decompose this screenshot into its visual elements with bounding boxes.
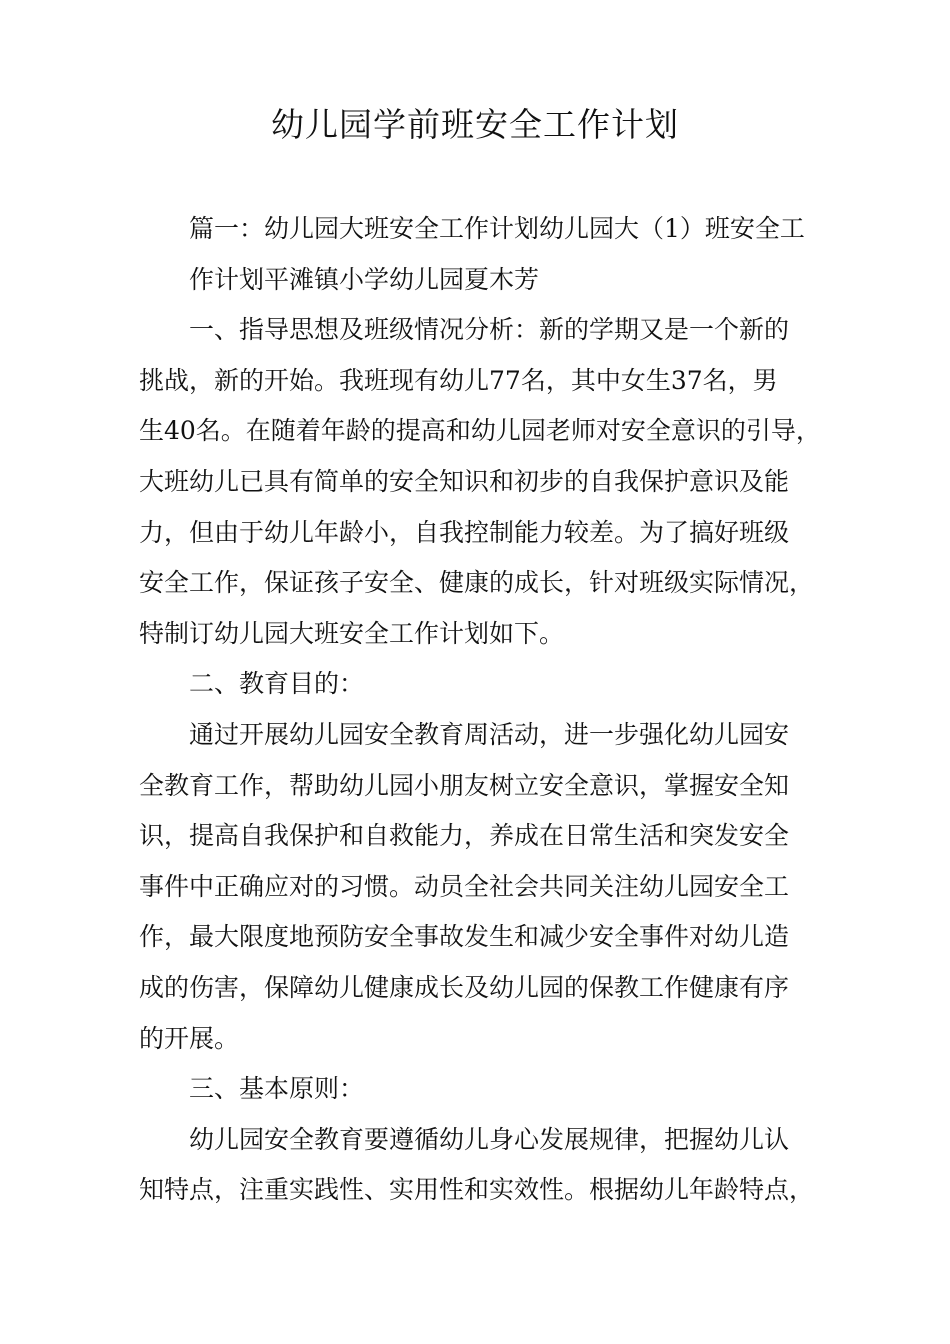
text-line: 二、教育目的： bbox=[189, 669, 365, 699]
document-title: 幼儿园学前班安全工作计划 bbox=[271, 105, 679, 144]
text-line: 安全工作，保证孩子安全、健康的成长，针对班级实际情况， bbox=[139, 568, 815, 598]
text-line: 的开展。 bbox=[139, 1023, 240, 1053]
text-line: 成的伤害，保障幼儿健康成长及幼儿园的保教工作健康有序 bbox=[139, 972, 790, 1002]
text-line: 幼儿园安全教育要遵循幼儿身心发展规律，把握幼儿认 bbox=[189, 1124, 790, 1154]
text-line: 作，最大限度地预防安全事故发生和减少安全事件对幼儿造 bbox=[139, 922, 790, 952]
text-line: 三、基本原则： bbox=[189, 1074, 365, 1104]
text-line: 识，提高自我保护和自救能力，养成在日常生活和突发安全 bbox=[139, 821, 790, 851]
text-line: 全教育工作，帮助幼儿园小朋友树立安全意识，掌握安全知 bbox=[139, 770, 790, 800]
text-line: 生40名。在随着年龄的提高和幼儿园老师对安全意识的引导， bbox=[139, 416, 821, 446]
text-line: 篇一：幼儿园大班安全工作计划幼儿园大（1）班安全工 bbox=[189, 214, 805, 243]
text-line: 一、指导思想及班级情况分析：新的学期又是一个新的 bbox=[189, 315, 790, 345]
text-line: 大班幼儿已具有简单的安全知识和初步的自我保护意识及能 bbox=[139, 466, 790, 496]
text-line: 力，但由于幼儿年龄小，自我控制能力较差。为了搞好班级 bbox=[139, 517, 790, 547]
text-line: 通过开展幼儿园安全教育周活动，进一步强化幼儿园安 bbox=[189, 719, 790, 749]
text-line: 知特点，注重实践性、实用性和实效性。根据幼儿年龄特点， bbox=[139, 1175, 815, 1205]
text-line: 作计划平滩镇小学幼儿园夏木芳 bbox=[189, 264, 540, 294]
text-line: 特制订幼儿园大班安全工作计划如下。 bbox=[139, 618, 565, 648]
text-line: 事件中正确应对的习惯。动员全社会共同关注幼儿园安全工 bbox=[139, 871, 790, 901]
text-line: 挑战，新的开始。我班现有幼儿77名，其中女生37名，男 bbox=[139, 365, 778, 395]
document-body bbox=[139, 204, 821, 1216]
